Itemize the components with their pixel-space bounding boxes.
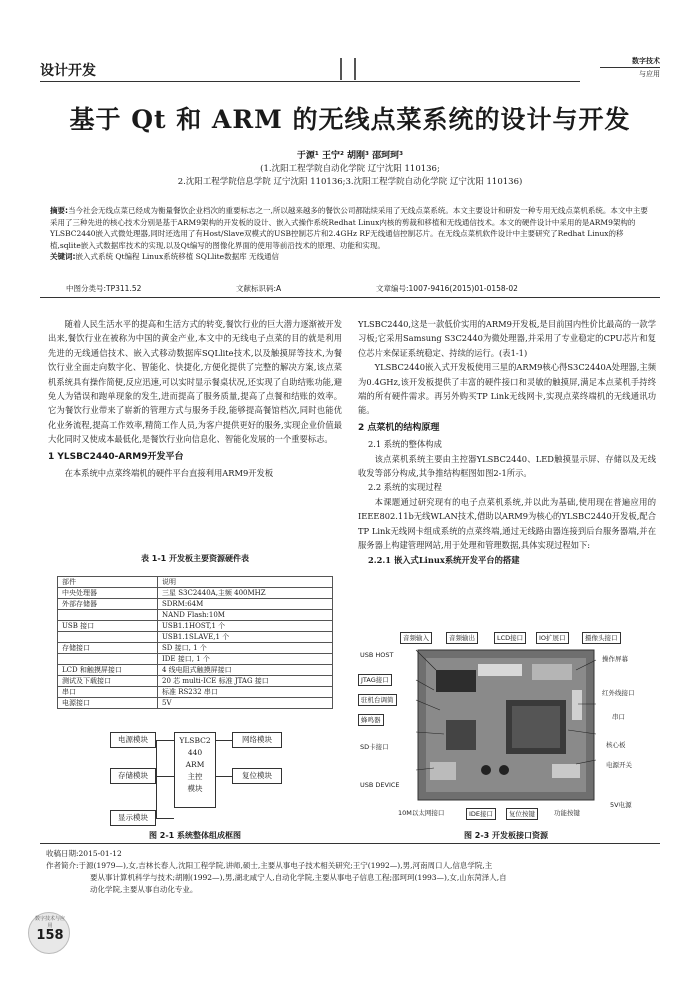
label-battery: 驻机台调简 [358, 694, 397, 706]
article-number: 文章编号:1007-9416(2015)01-0158-02 [376, 284, 518, 293]
document-code: 文献标识码:A [236, 284, 282, 293]
keywords [50, 251, 650, 263]
board-interface-figure [356, 630, 656, 822]
label-io: IO扩展口 [536, 632, 569, 644]
label-5v-power: 5V电源 [610, 801, 632, 809]
system-block-diagram [108, 732, 288, 828]
label-usb-device: USB DEVICE [360, 781, 400, 789]
arm-core-module-box [174, 732, 216, 808]
table-row [58, 665, 333, 676]
table-cell: IDE 接口, 1 个 [158, 654, 333, 665]
table-cell [58, 654, 158, 665]
table-cell: SDRM:64M [158, 599, 333, 610]
right-paragraph-2: YLSBC2440嵌入式开发板使用三星的ARM9核心得S3C2440A处理器,主频为0.4GHz,该开发板提供了丰富的硬件接口和灵敏的触摸屏,满足本点菜机手持终端的所有硬件需求。再另外购买TP Link无线网卡,实现点菜终端机的无线通讯功能。 [358, 362, 656, 416]
table-cell: 电源接口 [58, 698, 158, 709]
label-lcd: LCD接口 [494, 632, 526, 644]
table-cell: 外部存储器 [58, 599, 158, 610]
magazine-logo [600, 56, 660, 82]
abstract-body [50, 205, 650, 251]
affiliation-2: 2.沈阳工程学院信息学院 辽宁沈阳 110136;3.沈阳工程学院自动化学院 辽宁沈阳 110136) [177, 177, 523, 187]
abstract [50, 205, 650, 263]
badge-ring-text: 数字技术与应用 [34, 916, 65, 929]
right-column [358, 317, 656, 567]
label-ide: IDE接口 [466, 808, 496, 820]
label-camera: 摄像头接口 [582, 632, 621, 644]
section-2-heading: 2 点菜机的结构原理 [358, 422, 440, 433]
section-label: 设计开发 [40, 63, 96, 79]
left-column [48, 317, 342, 480]
label-ethernet: 10M以太网接口 [398, 809, 445, 817]
table-cell: USB 接口 [58, 621, 158, 632]
label-ir: 红外线接口 [602, 689, 635, 697]
page-number-badge [28, 912, 70, 954]
table-cell: 存储接口 [58, 643, 158, 654]
table-row [58, 588, 333, 599]
author-bio-line1: 作者简介:于源(1979—),女,吉林长春人,沈阳工程学院,讲师,硕士,主要从事电子技术相关研究;王宁(1992—),男,河南周口人,信息学院,主 [46, 861, 493, 870]
clc-number: 中图分类号:TP311.52 [66, 284, 142, 293]
table-header-cell: 说明 [158, 577, 333, 588]
table-header-cell: 部件 [58, 577, 158, 588]
label-core: 核心板 [606, 741, 626, 749]
table-cell: NAND Flash:10M [158, 610, 333, 621]
table-cell: LCD 和触摸屏接口 [58, 665, 158, 676]
label-usb-host: USB HOST [360, 651, 394, 659]
section-1-heading: 1 YLSBC2440-ARM9开发平台 [48, 451, 184, 462]
connector-line [156, 818, 174, 819]
core-label-2: 440 [187, 748, 203, 757]
abstract-label: 摘要: [50, 206, 68, 215]
power-module-box: 电源模块 [110, 732, 156, 748]
label-buzzer: 蜂鸣器 [358, 714, 384, 726]
right-paragraph-3: 该点菜机系统主要由主控器YLSBC2440、LED触摸显示屏、存储以及无线收发等部分构成,其争推结构框图如图2-1所示。 [358, 453, 656, 479]
label-serial: 串口 [612, 713, 625, 721]
page-number: 158 [36, 928, 64, 943]
table-row [58, 654, 333, 665]
table-row [58, 621, 333, 632]
table-1-caption: 表 1-1 开发板主要资源硬件表 [140, 554, 250, 563]
table-row [58, 610, 333, 621]
abstract-rule [40, 297, 660, 298]
table-cell [58, 610, 158, 621]
table-cell [58, 632, 158, 643]
core-label-4: 主控 [187, 772, 203, 781]
storage-module-box: 存储模块 [110, 768, 156, 784]
section-1-text: 在本系统中点菜终端机的硬件平台直接利用ARM9开发板 [64, 468, 274, 479]
network-module-box: 网络模块 [232, 732, 282, 748]
table-header-row [58, 577, 333, 588]
section-2-2-1-heading: 2.2.1 嵌入式Linux系统开发平台的搭建 [367, 554, 520, 565]
connector-line [216, 740, 232, 741]
table-row [58, 676, 333, 687]
label-touch: 操作屏幕 [602, 655, 628, 663]
table-cell: SD 接口, 1 个 [158, 643, 333, 654]
label-reset: 复位按键 [506, 808, 538, 820]
display-module-box: 显示模块 [110, 810, 156, 826]
reset-module-box: 复位模块 [232, 768, 282, 784]
table-cell: 测试及下载接口 [58, 676, 158, 687]
label-power-switch: 电源开关 [606, 761, 632, 769]
connector-line [156, 776, 174, 777]
footnote [46, 848, 656, 896]
abstract-text: 当今社会无线点菜已经成为衡量餐饮企业档次的重要标志之一,所以越来越多的餐饮公司都陆续采用了无线点菜系统。本文主要设计和研发一种专用无线点菜机系统。本文中主要采用了三种先进的核心技术分别是基于ARM9架构的开发板的设计、嵌入式操作系统Redhat Linux内核的剪裁和移植和无线通信技术。本文的硬件设计中采用的是ARM9架构的YLSBC2440嵌入式微处理器,同时还选用了有Host/Slave双模式的USB控制芯片和2.4GHz RF无线通信控制芯片。在无线点菜机软件设计中主要研究了Redhat Linux的移植,sqlite嵌入式数据库技术的实现,以及Qt编写的图像化界面的使用等前沿技术的原理、功能和实现。 [50, 206, 648, 250]
section-2-1-heading: 2.1 系统的整体构成 [367, 439, 442, 450]
hardware-table [57, 576, 333, 709]
right-paragraph-4: 本课题通过研究现有的电子点菜机系统,并以此为基础,使用现在普遍应用的IEEE802.11b无线WLAN技术,借助以ARM9为核心的YLSBC2440开发板,配合TP Link无线网卡组成系统的点菜终端,通过无线路由器连接到后台服务器端,并在服务器上构建管理网站,用于处理和管理数据,具体实现过程如下: [358, 496, 656, 551]
author-names: 于源¹ 王宁² 胡刚³ 邵珂珂³ [296, 151, 404, 161]
affiliation-1: (1.沈阳工程学院自动化学院 辽宁沈阳 110136; [260, 164, 440, 174]
table-cell: 标准 RS232 串口 [158, 687, 333, 698]
table-cell: 中央处理器 [58, 588, 158, 599]
received-date: 收稿日期:2015-01-12 [46, 849, 122, 858]
core-label-3: ARM [185, 760, 205, 769]
core-label-1: YLSBC2 [179, 736, 211, 745]
author-bio-line2: 要从事计算机科学与技术;胡刚(1992—),男,湖北咸宁人,自动化学院,主要从事电子信息工程;邵珂珂(1993—),女,山东菏泽人,自 [90, 873, 507, 882]
footnote-rule [40, 843, 660, 844]
label-audio-in: 音频输入 [400, 632, 432, 644]
label-sd: SD卡接口 [360, 743, 389, 751]
label-jtag: JTAG接口 [358, 674, 392, 686]
intro-paragraph: 随着人民生活水平的提高和生活方式的转变,餐饮行业的巨大潜力逐渐被开发出来,餐饮行业在被称为中国的黄金产业,本文中的无线电子点菜的目的就是利用先进的无线通信技术、嵌入式移动数据库SQLlite技术,以及触摸屏等技术,为餐饮行业全面走向数字化、智能化、快捷化,方便化提供了完整的解决方案,该点菜机系统具有操作简便,反应迅速,可以实时显示餐桌状况,还实现了自助结账功能,避免人为错误和跑单现象的发生,进而提高了服务质量,提高了点餐和结账的效率。它为餐饮行业带来了崭新的管理方式与服务手段,能够提高餐馆档次,同时也能优化业务流程,提高工作效率,精简工作人员,为客户提供更好的服务,实现企业价值最大化同时又使成本最低化,是餐饮行业向信息化、智能化发展的一个重要标志。 [48, 319, 342, 445]
connector-line [156, 740, 157, 818]
author-block [0, 150, 700, 189]
running-header [40, 56, 660, 86]
table-cell: 4 线电阻式触摸屏接口 [158, 665, 333, 676]
core-label-5: 模块 [187, 784, 203, 793]
figure-2-1-caption: 图 2-1 系统整体组成框图 [148, 831, 242, 840]
table-row [58, 643, 333, 654]
table-cell: USB1.1HOST,1 个 [158, 621, 333, 632]
right-paragraph-1: YLSBC2440,这是一款低价实用的ARM9开发板,是目前国内性价比最高的一款学习板;它采用Samsung S3C2440为微处理器,并采用了专业稳定的CPU芯片和复位芯片来保证系统稳定、持续的运行。(表1-1) [358, 319, 656, 358]
table-row [58, 599, 333, 610]
table-cell: 5V [158, 698, 333, 709]
paper-title: 基于 Qt 和 ARM 的无线点菜系统的设计与开发 [69, 105, 631, 134]
table-row [58, 687, 333, 698]
connector-line [156, 740, 174, 741]
figure-2-3-caption: 图 2-3 开发板接口资源 [463, 831, 549, 840]
keywords-label: 关键词: [50, 252, 76, 261]
header-bars-decoration [340, 58, 356, 80]
table-row [58, 632, 333, 643]
table-cell: 串口 [58, 687, 158, 698]
header-rule [40, 81, 580, 82]
table-row [58, 698, 333, 709]
magazine-name-line1: 数字技术 [600, 56, 660, 68]
table-cell: USB1.1SLAVE,1 个 [158, 632, 333, 643]
section-2-2-heading: 2.2 系统的实现过程 [367, 482, 442, 493]
label-function-key: 功能按键 [554, 809, 580, 817]
table-cell: 三星 S3C2440A,主频 400MHZ [158, 588, 333, 599]
magazine-name-line2: 与应用 [639, 70, 660, 78]
table-cell: 20 芯 multi-ICE 标准 JTAG 接口 [158, 676, 333, 687]
keywords-text: 嵌入式系统 Qt编程 Linux系统移植 SQLlite数据库 无线通信 [75, 252, 279, 261]
author-bio-line3: 动化学院,主要从事自动化专业。 [90, 885, 198, 894]
label-audio-out: 音频输出 [446, 632, 478, 644]
connector-line [216, 776, 232, 777]
